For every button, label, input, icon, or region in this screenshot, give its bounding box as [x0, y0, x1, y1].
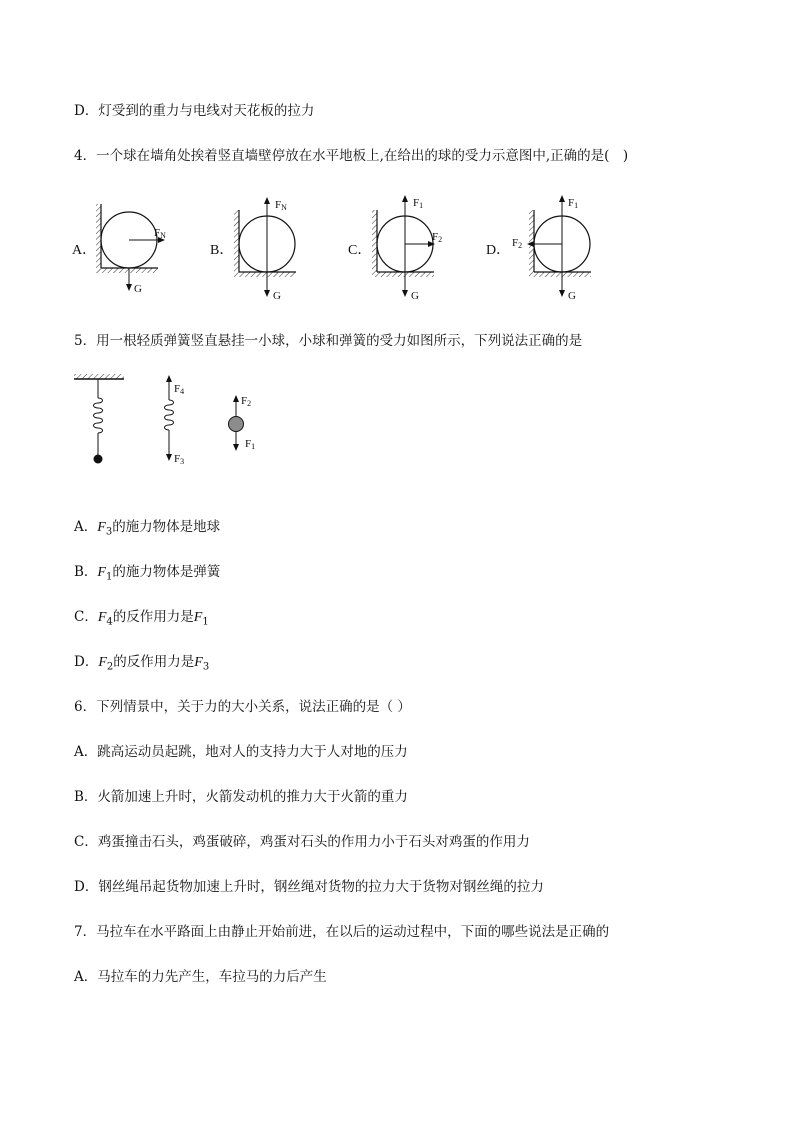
label-g: G — [134, 283, 142, 295]
q6-option-a: A．跳高运动员起跳，地对人的支持力大于人对地的压力 — [74, 744, 408, 760]
floor-hatch — [372, 272, 434, 277]
wall-hatch — [372, 210, 377, 272]
floor-hatch — [234, 272, 296, 277]
wall-hatch — [96, 204, 101, 268]
q5-option-b: B．$F_1$的施力物体是弹簧 — [74, 564, 221, 583]
q7-option-a: A．马拉车的力先产生，车拉马的力后产生 — [74, 969, 327, 985]
spring-coil — [165, 400, 174, 430]
q4-figure-d — [486, 196, 591, 302]
q5-option-c: C．$F_4$的反作用力是$F_1$ — [74, 609, 209, 628]
ball-free-body — [229, 395, 256, 451]
q4-figure-c — [348, 196, 442, 302]
label-fn: FN — [275, 199, 287, 212]
q4-fig-a-label: A． — [72, 243, 97, 258]
label-g: G — [411, 290, 419, 302]
q5-spring-diagram — [68, 370, 288, 470]
label-g: G — [568, 290, 576, 302]
q4-fig-c-label: C． — [348, 243, 372, 258]
label-f1: F1 — [245, 438, 256, 451]
ceiling-hatch — [74, 374, 124, 379]
q4-force-diagrams — [68, 188, 638, 306]
spring-free-body — [165, 376, 185, 466]
floor-hatch — [529, 272, 591, 277]
question-7: 7．马拉车在水平路面上由静止开始前进，在以后的运动过程中，下面的哪些说法是正确的 — [74, 924, 610, 940]
q5-option-d: D．$F_2$的反作用力是$F_3$ — [74, 654, 210, 673]
ball-gray — [229, 417, 244, 432]
q6-option-b: B．火箭加速上升时，火箭发动机的推力大于火箭的重力 — [74, 789, 408, 805]
spring-coil — [94, 398, 103, 433]
question-5: 5．用一根轻质弹簧竖直悬挂一小球，小球和弹簧的受力如图所示，下列说法正确的是 — [74, 333, 583, 349]
q3-option-d: D．灯受到的重力与电线对天花板的拉力 — [74, 103, 315, 119]
q4-fig-b-label: B． — [210, 243, 234, 258]
q4-figure-a — [72, 204, 166, 295]
question-6: 6．下列情景中，关于力的大小关系，说法正确的是（ ） — [74, 699, 411, 715]
label-f4: F4 — [174, 383, 185, 396]
q5-option-a: A．$F_3$的施力物体是地球 — [74, 519, 221, 538]
label-f2: F2 — [241, 395, 252, 408]
wall-hatch — [234, 210, 239, 272]
label-f1: F1 — [568, 197, 579, 210]
wall-hatch — [529, 210, 534, 272]
q4-figure-b — [210, 198, 296, 302]
spring-with-ball — [74, 374, 124, 464]
label-f1: F1 — [413, 197, 424, 210]
question-4: 4．一个球在墙角处挨着竖直墙壁停放在水平地板上,在给出的球的受力示意图中,正确的是( ) — [74, 148, 629, 164]
q6-option-d: D．钢丝绳吊起货物加速上升时，钢丝绳对货物的拉力大于货物对钢丝绳的拉力 — [74, 879, 544, 895]
q4-fig-d-label: D． — [486, 243, 511, 258]
label-f2: F2 — [432, 231, 443, 244]
floor-hatch — [96, 268, 158, 273]
label-f3: F3 — [174, 453, 185, 466]
label-fn: FN — [154, 227, 166, 240]
q6-option-c: C．鸡蛋撞击石头，鸡蛋破碎，鸡蛋对石头的作用力小于石头对鸡蛋的作用力 — [74, 834, 530, 850]
small-ball — [94, 455, 103, 464]
label-f2: F2 — [512, 237, 523, 250]
label-g: G — [273, 290, 281, 302]
